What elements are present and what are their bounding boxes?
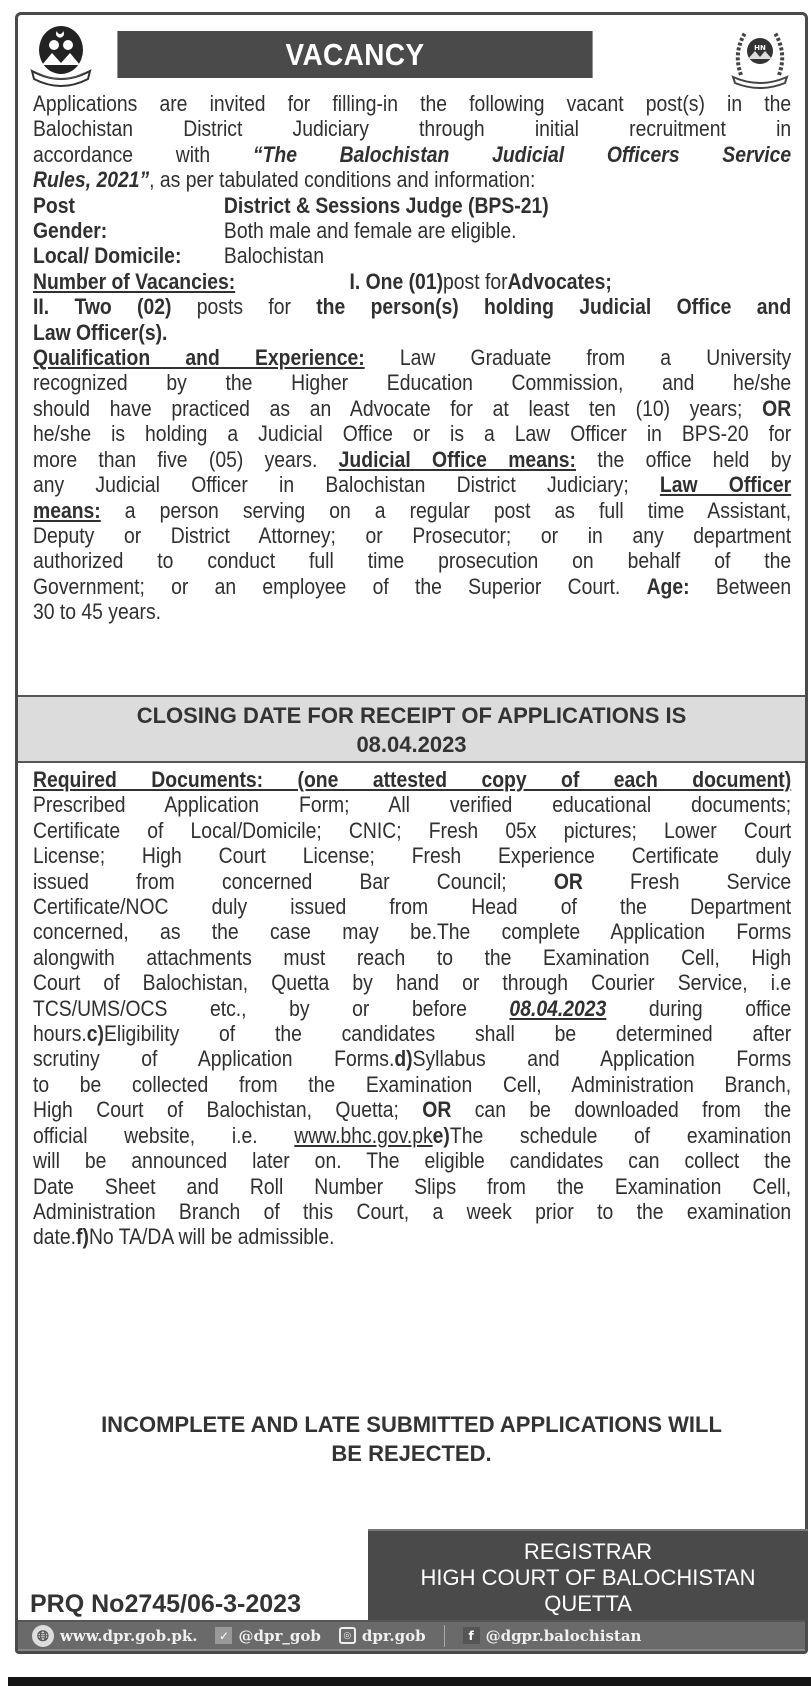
documents-line: scrutiny of Application Forms.d)Syllabus and Application Forms — [33, 1046, 792, 1072]
qualification-line: Deputy or District Attorney; or Prosecutor; or in any department — [33, 522, 792, 548]
deadline-date: 08.04.2023 — [509, 995, 607, 1021]
rules-title: “The Balochistan Judicial Officers Service — [252, 141, 792, 167]
qualification-line: any Judicial Officer in Balochistan District Judiciary; Law Officer — [33, 472, 792, 498]
warning-line: INCOMPLETE AND LATE SUBMITTED APPLICATIONS WILL — [101, 1412, 722, 1437]
qualification-line: 30 to 45 years. — [33, 599, 162, 625]
documents-section — [33, 767, 793, 1250]
instagram-item[interactable] — [339, 1627, 426, 1645]
vacancy-2-line-cont: Law Officer(s). — [33, 319, 168, 345]
twitter-item[interactable] — [215, 1627, 320, 1645]
header — [18, 15, 805, 95]
rejection-warning — [18, 1410, 805, 1468]
vacancy-2-line: II. Two (02) posts for the person(s) holding Judicial Office and — [33, 294, 792, 320]
intro-line: accordance with “The Balochistan Judicial Officers Service — [33, 141, 792, 167]
website-link[interactable]: www.bhc.gov.pk — [294, 1122, 433, 1148]
closing-date-value: 08.04.2023 — [356, 732, 467, 757]
facebook-handle[interactable]: @dgpr.balochistan — [485, 1626, 642, 1645]
gender-label: Gender: — [33, 218, 108, 244]
documents-line: Certificate/NOC duly issued from Head of the Department — [33, 894, 792, 920]
qualification-line: more than five (05) years. Judicial Office means: the office held by — [33, 446, 792, 472]
documents-line: High Court of Balochistan, Quetta; OR can be downloaded from the — [33, 1097, 792, 1123]
vacancies-row: Number of Vacancies: I. One (01) post for Advocates; — [33, 268, 612, 294]
documents-line: Date Sheet and Roll Number Slips from the Examination Cell, — [33, 1173, 792, 1199]
prq-number: PRQ No2745/06-3-2023 — [30, 1590, 301, 1618]
domicile-value: Balochistan — [223, 243, 324, 269]
twitter-handle[interactable]: @dpr_gob — [238, 1626, 321, 1645]
bottom-divider — [8, 1677, 811, 1686]
post-label: Post — [33, 192, 75, 218]
svg-text:HN: HN — [754, 44, 766, 52]
closing-date-banner — [18, 695, 805, 763]
documents-line: hours.c)Eligibility of the candidates shall be determined after — [33, 1021, 792, 1047]
documents-line: Certificate of Local/Domicile; CNIC; Fresh 05x pictures; Lower Court — [33, 817, 792, 843]
signature-org: HIGH COURT OF BALOCHISTAN — [420, 1565, 756, 1590]
vacancies-label: Number of Vacancies: — [33, 268, 236, 294]
signature-title: REGISTRAR — [523, 1539, 653, 1564]
documents-heading: Required Documents: (one attested copy of each document) — [33, 767, 792, 792]
instagram-icon: ◎ — [339, 1627, 356, 1644]
documents-line: Court of Balochistan, Quetta by hand or through Courier Service, i.e — [33, 970, 792, 996]
documents-line: alongwith attachments must reach to the Examination Cell, High — [33, 944, 792, 970]
qualification-line: authorized to conduct full time prosecution on behalf of the — [33, 548, 792, 574]
qualification-label: Qualification and Experience: — [33, 345, 365, 371]
documents-line: Administration Branch of this Court, a week prior to the examination — [33, 1198, 792, 1224]
rules-title: Rules, 2021” — [33, 167, 150, 193]
qualification-line: Qualification and Experience: Law Graduate from a University — [33, 345, 792, 371]
documents-line: date.f)No TA/DA will be admissible. — [33, 1224, 335, 1250]
documents-line: concerned, as the case may be.The complete Application Forms — [33, 919, 792, 945]
intro-line: Applications are invited for filling-in the following vacant post(s) in the — [33, 91, 792, 116]
website-text[interactable]: www.dpr.gob.pk. — [60, 1626, 198, 1645]
qualification-line: means: a person serving on a regular post as full time Assistant, — [33, 497, 792, 523]
domicile-label: Local/ Domicile: — [33, 243, 182, 269]
intro-section — [33, 91, 793, 625]
documents-line: will be announced later on. The eligible candidates can collect the — [33, 1148, 792, 1174]
intro-line: Balochistan District Judiciary through initial recruitment in — [33, 116, 792, 142]
post-row — [33, 193, 791, 218]
documents-line: Prescribed Application Form; All verified educational documents; — [33, 792, 792, 818]
documents-line: License; High Court License; Fresh Experience Certificate duly — [33, 843, 792, 869]
qualification-line: he/she is holding a Judicial Office or is a Law Officer in BPS-20 for — [33, 421, 792, 447]
documents-line: issued from concerned Bar Council; OR Fresh Service — [33, 868, 792, 894]
globe-icon: 🌐︎ — [32, 1625, 54, 1647]
signature-city: QUETTA — [544, 1591, 632, 1616]
separator — [444, 1625, 445, 1647]
facebook-item[interactable] — [463, 1627, 642, 1645]
documents-line: TCS/UMS/OCS etc., by or before 08.04.2023 during office — [33, 995, 792, 1021]
social-footer — [18, 1620, 805, 1651]
gender-value: Both male and female are eligible. — [223, 218, 517, 244]
warning-line: BE REJECTED. — [331, 1441, 492, 1466]
website-item[interactable] — [32, 1625, 197, 1647]
domicile-row — [33, 243, 791, 268]
twitter-icon: ✓ — [215, 1627, 232, 1644]
registrar-signature — [368, 1529, 808, 1620]
balochistan-government-emblem-icon — [30, 23, 92, 89]
qualification-line: should have practiced as an Advocate for at least ten (10) years; OR — [33, 395, 792, 421]
vacancy-1-category: Advocates; — [507, 268, 612, 294]
vacancy-1-count: I. One (01) — [349, 268, 444, 294]
qualification-line: recognized by the Higher Education Commission, and he/she — [33, 370, 792, 396]
vacancy-title: VACANCY — [117, 31, 592, 78]
facebook-icon: f — [463, 1627, 480, 1644]
high-court-emblem-icon — [729, 23, 791, 89]
gender-row — [33, 218, 791, 243]
advertisement-frame — [15, 12, 808, 1654]
closing-date-label: CLOSING DATE FOR RECEIPT OF APPLICATIONS IS — [136, 703, 687, 728]
instagram-handle[interactable]: dpr.gob — [361, 1626, 426, 1645]
documents-line: official website, i.e. www.bhc.gov.pke)The schedule of examination — [33, 1122, 792, 1148]
intro-line: Rules, 2021”, as per tabulated conditions and information: — [33, 167, 536, 193]
qualification-line: Government; or an employee of the Superior Court. Age: Between — [33, 573, 792, 599]
post-value: District & Sessions Judge (BPS-21) — [223, 192, 549, 218]
documents-line: to be collected from the Examination Cell, Administration Branch, — [33, 1071, 792, 1097]
